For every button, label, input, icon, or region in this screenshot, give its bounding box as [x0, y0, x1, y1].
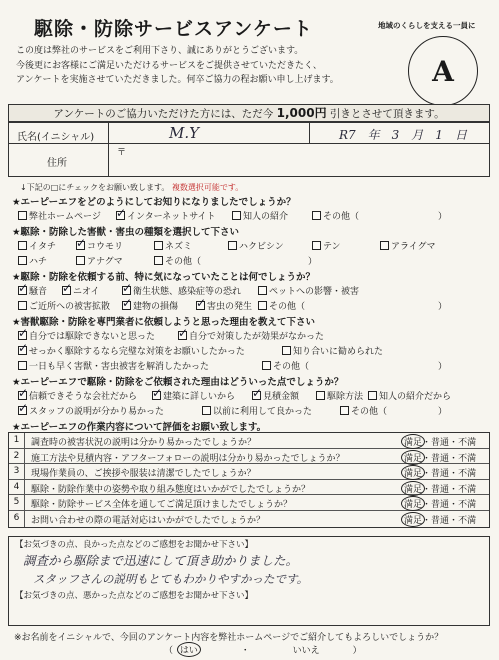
checkbox[interactable] [18, 391, 27, 400]
separator: ・ [422, 500, 432, 511]
option-label: その他（ [269, 302, 306, 312]
checkbox[interactable] [152, 391, 161, 400]
banner-amount: 1,000円 [276, 106, 327, 120]
option-q3b-3[interactable] [258, 299, 305, 312]
eval-question: お問い合わせの際の電話対応はいかがでしたでしょうか？ [31, 515, 266, 526]
option-label: アナグマ [87, 257, 123, 267]
survey-title: 駆除・防除サービスアンケート [34, 18, 313, 40]
eval-option[interactable]: 満足 [401, 496, 425, 511]
option-q2b-2[interactable] [154, 254, 201, 267]
eval-number: 5 [9, 495, 25, 510]
option-label: スタッフの説明が分かり易かった [29, 407, 165, 417]
checkbox[interactable] [178, 331, 187, 340]
separator: ・ [422, 438, 432, 448]
option-q1-2[interactable] [232, 209, 288, 222]
company-logo [378, 18, 494, 106]
eval-question: 現場作業員の、ご挨拶や服装は清潔でしたでしょうか？ [31, 469, 256, 480]
option-q4c-0[interactable] [18, 359, 209, 372]
checkbox[interactable] [262, 361, 271, 370]
option-q2a-2[interactable] [154, 239, 192, 252]
postal-mark: 〒 [117, 148, 127, 158]
option-q3a-3[interactable] [258, 284, 359, 297]
option-q4c-1[interactable] [262, 359, 309, 372]
option-q2a-0[interactable] [18, 239, 56, 252]
checkbox[interactable] [202, 406, 211, 415]
option-label: 騒音 [29, 287, 48, 297]
eval-number: 4 [9, 480, 25, 495]
address-row [8, 143, 490, 177]
eval-option[interactable]: 満足 [401, 465, 425, 480]
checkbox[interactable] [18, 301, 27, 310]
q2-question: ★駆除・防除した害獣・害虫の種類を選択して下さい [12, 227, 240, 238]
consent-question: ※お名前をイニシャルで、今回のアンケート内容を弊社ホームページでご紹介してもよろしいでしょうか？ [14, 633, 444, 643]
checkbox[interactable] [18, 406, 27, 415]
eval-option[interactable]: 不満 [458, 469, 477, 480]
option-label: 駆除方法 [327, 392, 364, 402]
bad-comment-prompt: 【お気づきの点、悪かった点などのご感想をお聞かせ下さい】 [15, 591, 254, 601]
checkbox[interactable] [76, 256, 85, 265]
option-q5a-4[interactable] [368, 389, 451, 402]
option-label: 建物の損傷 [133, 302, 179, 312]
eval-number: 1 [9, 433, 25, 448]
checkbox[interactable] [18, 331, 27, 340]
checkbox[interactable] [380, 241, 389, 250]
option-q2b-0[interactable] [18, 254, 47, 267]
checkbox[interactable] [18, 346, 27, 355]
option-q3a-0[interactable] [18, 284, 47, 297]
separator: ・ [422, 453, 432, 464]
option-label: その他（ [323, 212, 360, 222]
eval-choices [404, 451, 476, 464]
option-label: ご近所への被害拡散 [29, 302, 111, 312]
option-label: ペットへの影響・被害 [269, 287, 360, 297]
eval-choices [404, 435, 476, 448]
date-value[interactable]: R7 年 3 月 1 日 [339, 128, 467, 142]
eval-option[interactable]: 不満 [458, 453, 477, 464]
option-q3b-2[interactable] [196, 299, 252, 312]
option-q5a-2[interactable] [252, 389, 299, 402]
checkbox[interactable] [154, 256, 163, 265]
address-label: 住所 [47, 158, 67, 169]
checkbox[interactable] [18, 361, 27, 370]
check-notice [20, 182, 243, 193]
option-close-paren: ） [438, 212, 448, 222]
name-label: 氏名(イニシャル) [17, 132, 95, 143]
separator: ・ [449, 469, 459, 480]
option-q4b-0[interactable] [18, 344, 245, 357]
checkbox[interactable] [18, 241, 27, 250]
eval-option[interactable]: 満足 [401, 450, 425, 465]
eval-option[interactable]: 不満 [458, 500, 477, 511]
logo-letter: A [432, 54, 454, 88]
option-label: 知り合いに勧められた [293, 347, 384, 357]
eval-option[interactable]: 不満 [458, 515, 477, 526]
q6-question: ★エーピーエフの作業内容について評価をお願い致します。 [12, 422, 267, 433]
eval-choices [404, 466, 476, 479]
eval-question: 駆除・防除作業中の姿勢や取り組み態度はいかがでしたでしょうか？ [31, 484, 311, 495]
consent-yes[interactable]: はい [177, 642, 201, 657]
option-q3a-1[interactable] [62, 284, 100, 297]
eval-option[interactable]: 普通 [431, 438, 450, 448]
option-label: 自分では駆除できないと思った [29, 332, 156, 342]
option-label: ハチ [29, 257, 48, 267]
intro-line-1: この度は弊社のサービスをご利用下さり、誠にありがとうございます。 [16, 46, 304, 56]
option-q1-1[interactable] [116, 209, 216, 222]
logo-tagline: 地域のくらしを支える一員に [378, 21, 476, 30]
reward-banner [8, 104, 490, 122]
evaluation-table [8, 432, 490, 528]
checkbox[interactable] [258, 301, 267, 310]
checkbox[interactable] [258, 286, 267, 295]
separator: ・ [422, 515, 432, 526]
eval-number: 3 [9, 464, 25, 479]
consent-no[interactable]: いいえ [292, 646, 320, 656]
logo-mark [408, 36, 478, 106]
notice-text: ↓下記の□にチェックをお願い致します。 [20, 183, 170, 192]
option-q4a-0[interactable] [18, 329, 155, 342]
checkbox[interactable] [340, 406, 349, 415]
option-label: 一日も早く害獣・害虫被害を解消したかった [29, 362, 210, 372]
option-label: テン [323, 242, 341, 252]
eval-question: 駆除・防除サービス全体を通してご満足頂けましたでしょうか？ [31, 500, 293, 511]
intro-line-2: 今後更にお客様にご満足いただけるサービスをご提供させていただきたく、 [16, 60, 322, 71]
intro-text [16, 44, 339, 88]
option-label: 建築に詳しいから [163, 392, 236, 402]
option-label: 自分で対策したが効果がなかった [189, 332, 325, 342]
checkbox[interactable] [368, 391, 377, 400]
option-close-paren: ） [308, 257, 318, 267]
option-label: コウモリ [87, 242, 124, 252]
q1-question: ★エーピーエフをどのようにしてお知りになりましたでしょうか？ [12, 197, 296, 208]
intro-line-3: アンケートを実施させていただきました。何卒ご協力の程お願い申し上げます。 [16, 75, 339, 85]
eval-option[interactable]: 不満 [458, 438, 477, 448]
checkbox[interactable] [18, 286, 27, 295]
separator: ・ [449, 438, 459, 448]
name-row [8, 122, 490, 144]
option-q4b-1[interactable] [282, 344, 383, 357]
good-comment-line-2[interactable]: スタッフさんの説明もとてもわかりやすかったです。 [33, 572, 309, 586]
eval-option[interactable]: 満足 [401, 512, 425, 527]
option-q3b-0[interactable] [18, 299, 110, 312]
checkbox[interactable] [252, 391, 261, 400]
checkbox[interactable] [62, 286, 71, 295]
separator: ・ [422, 469, 432, 480]
checkbox[interactable] [316, 391, 325, 400]
q5-question: ★エーピーエフで駆除・防除をご依頼された理由はどういった点でしょうか？ [12, 377, 344, 388]
option-q2a-4[interactable] [312, 239, 341, 252]
good-comment-prompt: 【お気づきの点、良かった点などのご感想をお聞かせ下さい】 [15, 540, 254, 550]
option-close-paren: ） [438, 302, 448, 312]
option-q2b-1[interactable] [76, 254, 123, 267]
checkbox[interactable] [312, 241, 321, 250]
option-label: 害虫の発生 [207, 302, 253, 312]
option-label: その他（ [273, 362, 310, 372]
option-q5a-0[interactable] [18, 389, 137, 402]
eval-number: 6 [9, 511, 25, 527]
eval-row [9, 480, 489, 496]
option-q5a-3[interactable] [316, 389, 363, 402]
option-q3a-2[interactable] [122, 284, 241, 297]
eval-row [9, 464, 489, 480]
name-value[interactable]: M.Y [169, 124, 200, 142]
option-q1-0[interactable] [18, 209, 101, 222]
option-label: 衛生状態、感染症等の恐れ [133, 287, 242, 297]
option-label: ネズミ [165, 242, 193, 252]
option-label: アライグマ [391, 242, 436, 252]
comment-box [8, 536, 490, 626]
separator: ・ [449, 453, 459, 464]
checkbox[interactable] [196, 301, 205, 310]
eval-row [9, 433, 489, 449]
eval-option[interactable]: 満足 [401, 481, 425, 496]
separator: ・ [449, 515, 459, 526]
option-label: 弊社ホームページ [29, 212, 101, 222]
q4-question: ★害獣駆除・防除を専門業者に依頼しようと思った理由を教えて下さい [12, 317, 316, 328]
eval-option[interactable]: 普通 [431, 515, 450, 526]
option-label: 以前に利用して良かった [213, 407, 313, 417]
eval-choices [404, 482, 476, 495]
eval-question: 施工方法や見積内容・アフターフォローの説明は分かり易かったでしょうか？ [31, 453, 345, 464]
option-label: 知人の紹介だから [379, 392, 452, 402]
good-comment-line-1[interactable]: 調査から駆除まで迅速にして頂き助かりました。 [23, 553, 299, 568]
option-label: その他（ [165, 257, 202, 267]
eval-row [9, 495, 489, 511]
option-q5b-0[interactable] [18, 404, 164, 417]
eval-option[interactable]: 不満 [458, 484, 477, 495]
eval-choices [404, 513, 476, 526]
checkbox[interactable] [232, 211, 241, 220]
eval-option[interactable]: 普通 [431, 484, 450, 495]
option-label: 知人の紹介 [243, 212, 289, 222]
option-label: その他（ [351, 407, 388, 417]
consent-choices: （ はい ・ いいえ ） [164, 643, 362, 656]
checkbox[interactable] [282, 346, 291, 355]
checkbox[interactable] [18, 211, 27, 220]
option-q2a-5[interactable] [380, 239, 436, 252]
eval-number: 2 [9, 449, 25, 464]
checkbox[interactable] [122, 301, 131, 310]
eval-choices [404, 497, 476, 510]
eval-row [9, 511, 489, 527]
checkbox[interactable] [228, 241, 237, 250]
eval-option[interactable]: 普通 [431, 500, 450, 511]
option-label: インターネットサイト [127, 212, 216, 222]
notice-red: 複数選択可能です。 [171, 183, 244, 192]
option-label: ニオイ [73, 287, 100, 297]
option-close-paren: ） [438, 362, 448, 372]
checkbox[interactable] [122, 286, 131, 295]
option-q2a-1[interactable] [76, 239, 123, 252]
eval-option[interactable]: 普通 [431, 469, 450, 480]
option-q5a-1[interactable] [152, 389, 235, 402]
option-q4a-1[interactable] [178, 329, 324, 342]
checkbox[interactable] [76, 241, 85, 250]
q3-question: ★駆除・防除を依頼する前、特に気になっていたことは何でしょうか？ [12, 272, 316, 283]
option-label: 信頼できそうな会社だから [29, 392, 138, 402]
option-label: 見積金額 [263, 392, 300, 402]
option-label: ハクビシン [239, 242, 284, 252]
option-q5b-2[interactable] [340, 404, 387, 417]
eval-option[interactable]: 満足 [401, 434, 425, 449]
eval-row [9, 449, 489, 465]
checkbox[interactable] [116, 211, 125, 220]
option-q2a-3[interactable] [228, 239, 284, 252]
eval-option[interactable]: 普通 [431, 453, 450, 464]
option-close-paren: ） [438, 407, 448, 417]
option-label: せっかく駆除するなら完璧な対策をお願いしたかった [29, 347, 245, 357]
option-q3b-1[interactable] [122, 299, 178, 312]
banner-pre: アンケートのご協力いただけた方には、ただ今 [53, 108, 274, 120]
checkbox[interactable] [154, 241, 163, 250]
option-q5b-1[interactable] [202, 404, 312, 417]
eval-question: 調査時の被害状況の説明は分かり易かったでしょうか？ [31, 438, 257, 448]
checkbox[interactable] [312, 211, 321, 220]
option-label: イタチ [29, 242, 57, 252]
option-q1-3[interactable] [312, 209, 359, 222]
separator: ・ [449, 500, 459, 511]
checkbox[interactable] [18, 256, 27, 265]
banner-post: 引きとさせて頂きます。 [329, 108, 445, 120]
separator: ・ [449, 484, 459, 495]
publish-consent [14, 630, 444, 656]
separator: ・ [422, 484, 432, 495]
